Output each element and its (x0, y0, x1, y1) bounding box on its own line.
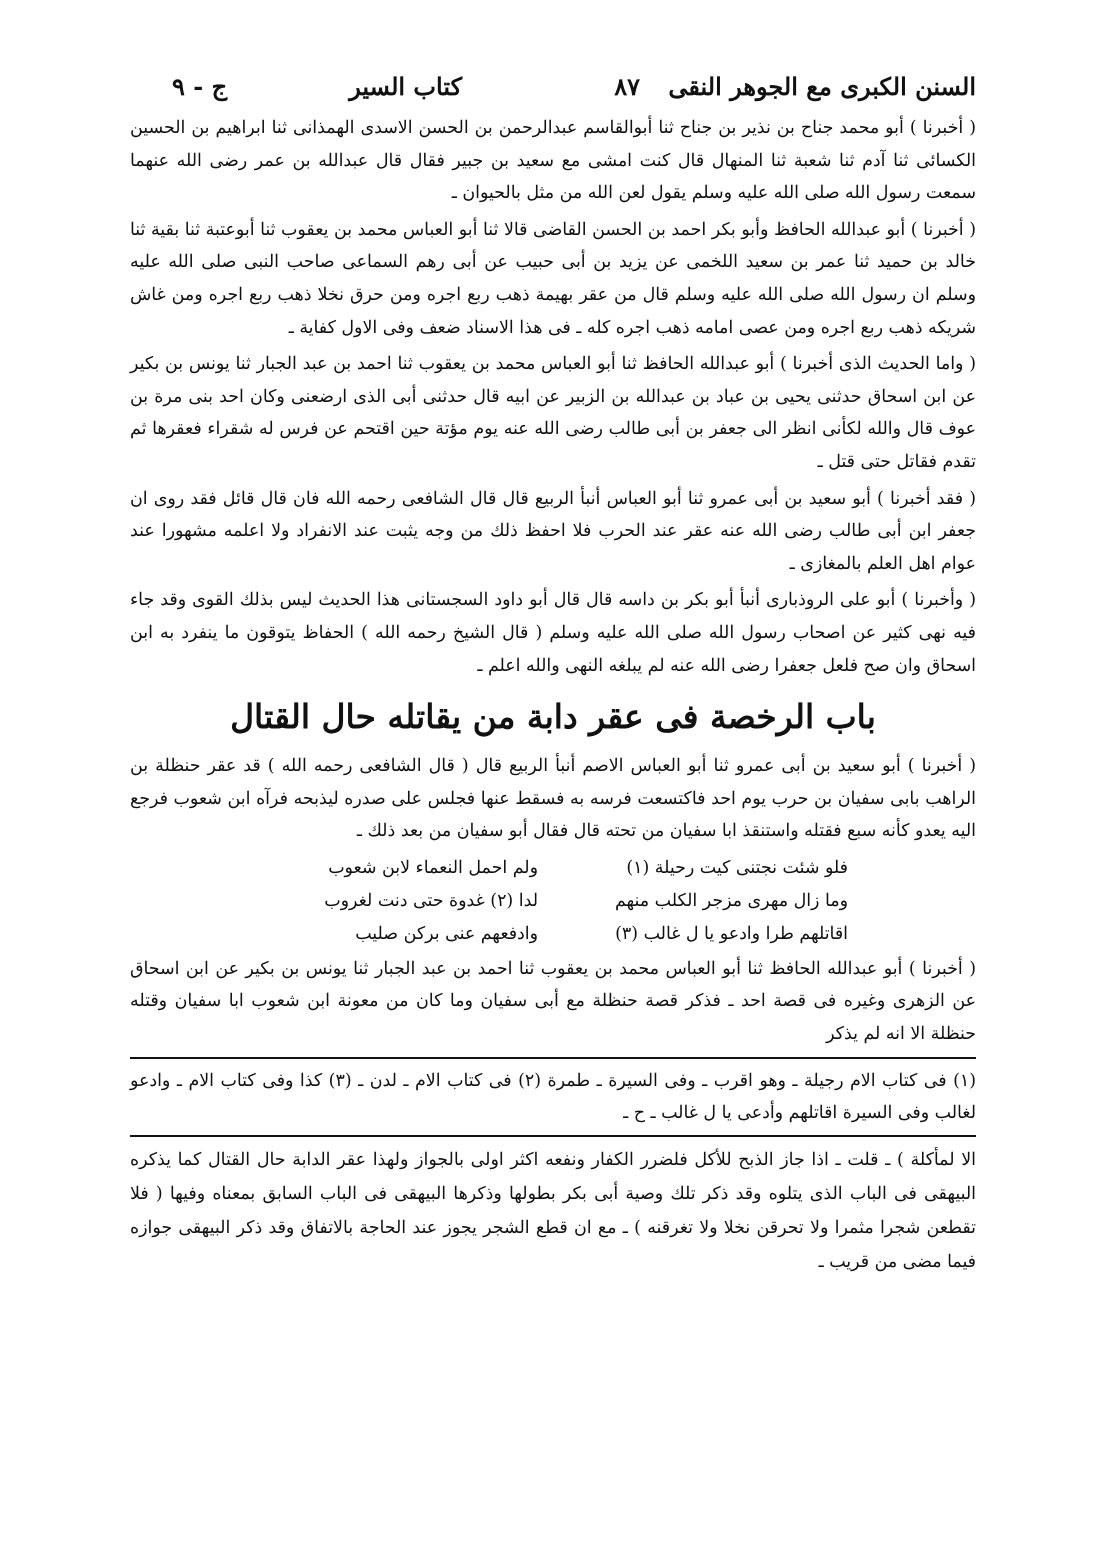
verse-first-hemistich: وما زال مهرى مزجر الكلب منهم (614, 890, 848, 911)
hadith-paragraph: ( واما الحديث الذى أخبرنا ) أبو عبدالله الحافظ ثنا أبو العباس محمد بن يعقوب ثنا احمد بن عبد الجبار ثنا يونس بن بكير عن ابن اسحاق حدثنى يحيى بن عباد بن عبدالله بن الزبير عن ابيه قال حدثنى أبى الذى ارضعنى وكان احد بنى مرة بن عوف قال والله لكأنى انظر الى جعفر بن أبى طالب رضى الله عنه يوم مؤتة حين اقتحم عن فرس له شقراء فعقرها ثم تقدم فقاتل حتى قتل ـ (130, 354, 976, 472)
verse-first-hemistich: فلو شئت نجتنى كيت رحيلة (١) (626, 857, 848, 878)
commentary-text: الا لمأكلة ) ـ قلت ـ اذا جاز الذبح للأكل فلضرر الكفار ونفعه اكثر اولى بالجواز ولهذا عقر الدابة حال القتال كما يذكره البيهقى فى الباب الذى يتلوه وقد ذكر تلك وصية أبى بكر بطولها وذكرها البيهقى فى الباب السابق بمعناه وفيها ( فلا تقطعن شجرا مثمرا ولا تحرقن نخلا ولا تغرقنه ) ـ مع ان قطع الشجر يجوز عند الحاجة بالاتفاق وقد ذكر البيهقى جوازه فيما مضى من قريب ـ (130, 1149, 976, 1272)
section-heading: باب الرخصة فى عقر دابة من يقاتله حال القتال (230, 697, 876, 737)
final-paragraph: ( أخبرنا ) أبو عبدالله الحافظ ثنا أبو العباس محمد بن يعقوب ثنا احمد بن عبد الجبار ثنا يونس بن بكير عن ابن اسحاق عن الزهرى وغيره فى قصة احد ـ فذكر قصة حنظلة مع أبى سفيان وما كان من معونة ابن شعوب ابا سفيان وقتله حنظلة الا انه لم يذكر (130, 958, 976, 1045)
hadith-paragraph: ( فقد أخبرنا ) أبو سعيد بن أبى عمرو ثنا أبو العباس أنبأ الربيع قال قال الشافعى رحمه الله فان قال قائل فقد روى ان جعفر ابن أبى طالب رضى الله عنه عقر عند الحرب فلا احفظ ذلك من وجه يثبت عند الانفراد ولا اعلمه مشهورا عند عوام اهل العلم بالمغازى ـ (130, 488, 976, 574)
chapter-title: كتاب السير (349, 72, 462, 101)
verse-line (258, 885, 848, 918)
verse-first-hemistich: اقاتلهم طرا وادعو يا ل غالب (٣) (615, 923, 848, 944)
running-header (130, 72, 976, 112)
footnotes: (١) فى كتاب الام رجيلة ـ وهو اقرب ـ وفى السيرة ـ طمرة (٢) فى كتاب الام ـ لدن ـ (٣) كذا وفى كتاب الام ـ وادعو لغالب وفى السيرة اقاتلهم وأدعى يا ل غالب ـ ح ـ (130, 1070, 977, 1123)
verse-line (258, 918, 848, 951)
section-paragraph: ( أخبرنا ) أبو سعيد بن أبى عمرو ثنا أبو العباس الاصم أنبأ الربيع قال ( قال الشافعى رحمه الله ) قد عقر حنظلة بن الراهب بابى سفيان بن حرب يوم احد فاكتسعت فرسه به فسقط عنها فجلس على صدره ليذبحه فرآه ابن شعوب فرجع اليه يعدو كأنه سبع فقتله واستنقذ ابا سفيان من تحته قال فقال أبو سفيان من بعد ذلك ـ (130, 756, 976, 842)
hadith-paragraph: ( وأخبرنا ) أبو على الروذبارى أنبأ أبو بكر بن داسه قال قال أبو داود السجستانى هذا الحديث ليس بذلك القوى وقد جاء فيه نهى كثير عن اصحاب رسول الله صلى الله عليه وسلم ( قال الشيخ رحمه الله ) الحفاظ يتوقون ما ينفرد به ابن اسحاق وان صح فلعل جعفرا رضى الله عنه لم يبلغه النهى والله اعلم ـ (130, 590, 976, 676)
volume-number: ج - ٩ (172, 72, 228, 101)
commentary-divider (130, 1135, 976, 1137)
page-number: ٨٧ (614, 72, 640, 101)
book-page (130, 72, 976, 1283)
verse-second-hemistich: وادفعهم عنى بركن صليب (355, 923, 538, 944)
hadith-paragraph: ( أخبرنا ) أبو محمد جناح بن نذير بن جناح ثنا أبوالقاسم عبدالرحمن بن الحسن الاسدى الهمذانى ثنا ابراهيم بن الحسين الكسائى ثنا آدم ثنا شعبة ثنا المنهال قال كنت امشى مع سعيد بن جبير فقال قال عبدالله بن عمر رضى الله عنهما سمعت رسول الله صلى الله عليه وسلم يقول لعن الله من مثل بالحيوان ـ (130, 118, 976, 204)
footnote-divider (130, 1057, 976, 1059)
verse-second-hemistich: لدا (٢) غدوة حتى دنت لغروب (324, 890, 538, 911)
verse-line (258, 852, 848, 885)
book-title: السنن الكبرى مع الجوهر النقى (668, 72, 976, 101)
verse-second-hemistich: ولم احمل النعماء لابن شعوب (328, 857, 538, 878)
hadith-paragraph: ( أخبرنا ) أبو عبدالله الحافظ وأبو بكر احمد بن الحسن القاضى قالا ثنا أبو العباس محمد بن يعقوب ثنا أبوعتبة ثنا بقية ثنا خالد بن حميد ثنا عمر بن سعيد اللخمى عن يزيد بن أبى حبيب عن أبى رهم السماعى صاحب النبى صلى الله عليه وسلم ان رسول الله صلى الله عليه وسلم قال من عقر بهيمة ذهب ربع اجره ومن حرق نخلا ذهب ربع اجره ومن غاش شريكه ذهب ربع اجره ومن عصى امامه ذهب اجره كله ـ فى هذا الاسناد ضعف وفى الاول كفاية ـ (130, 219, 976, 338)
poem-verses (258, 852, 848, 951)
